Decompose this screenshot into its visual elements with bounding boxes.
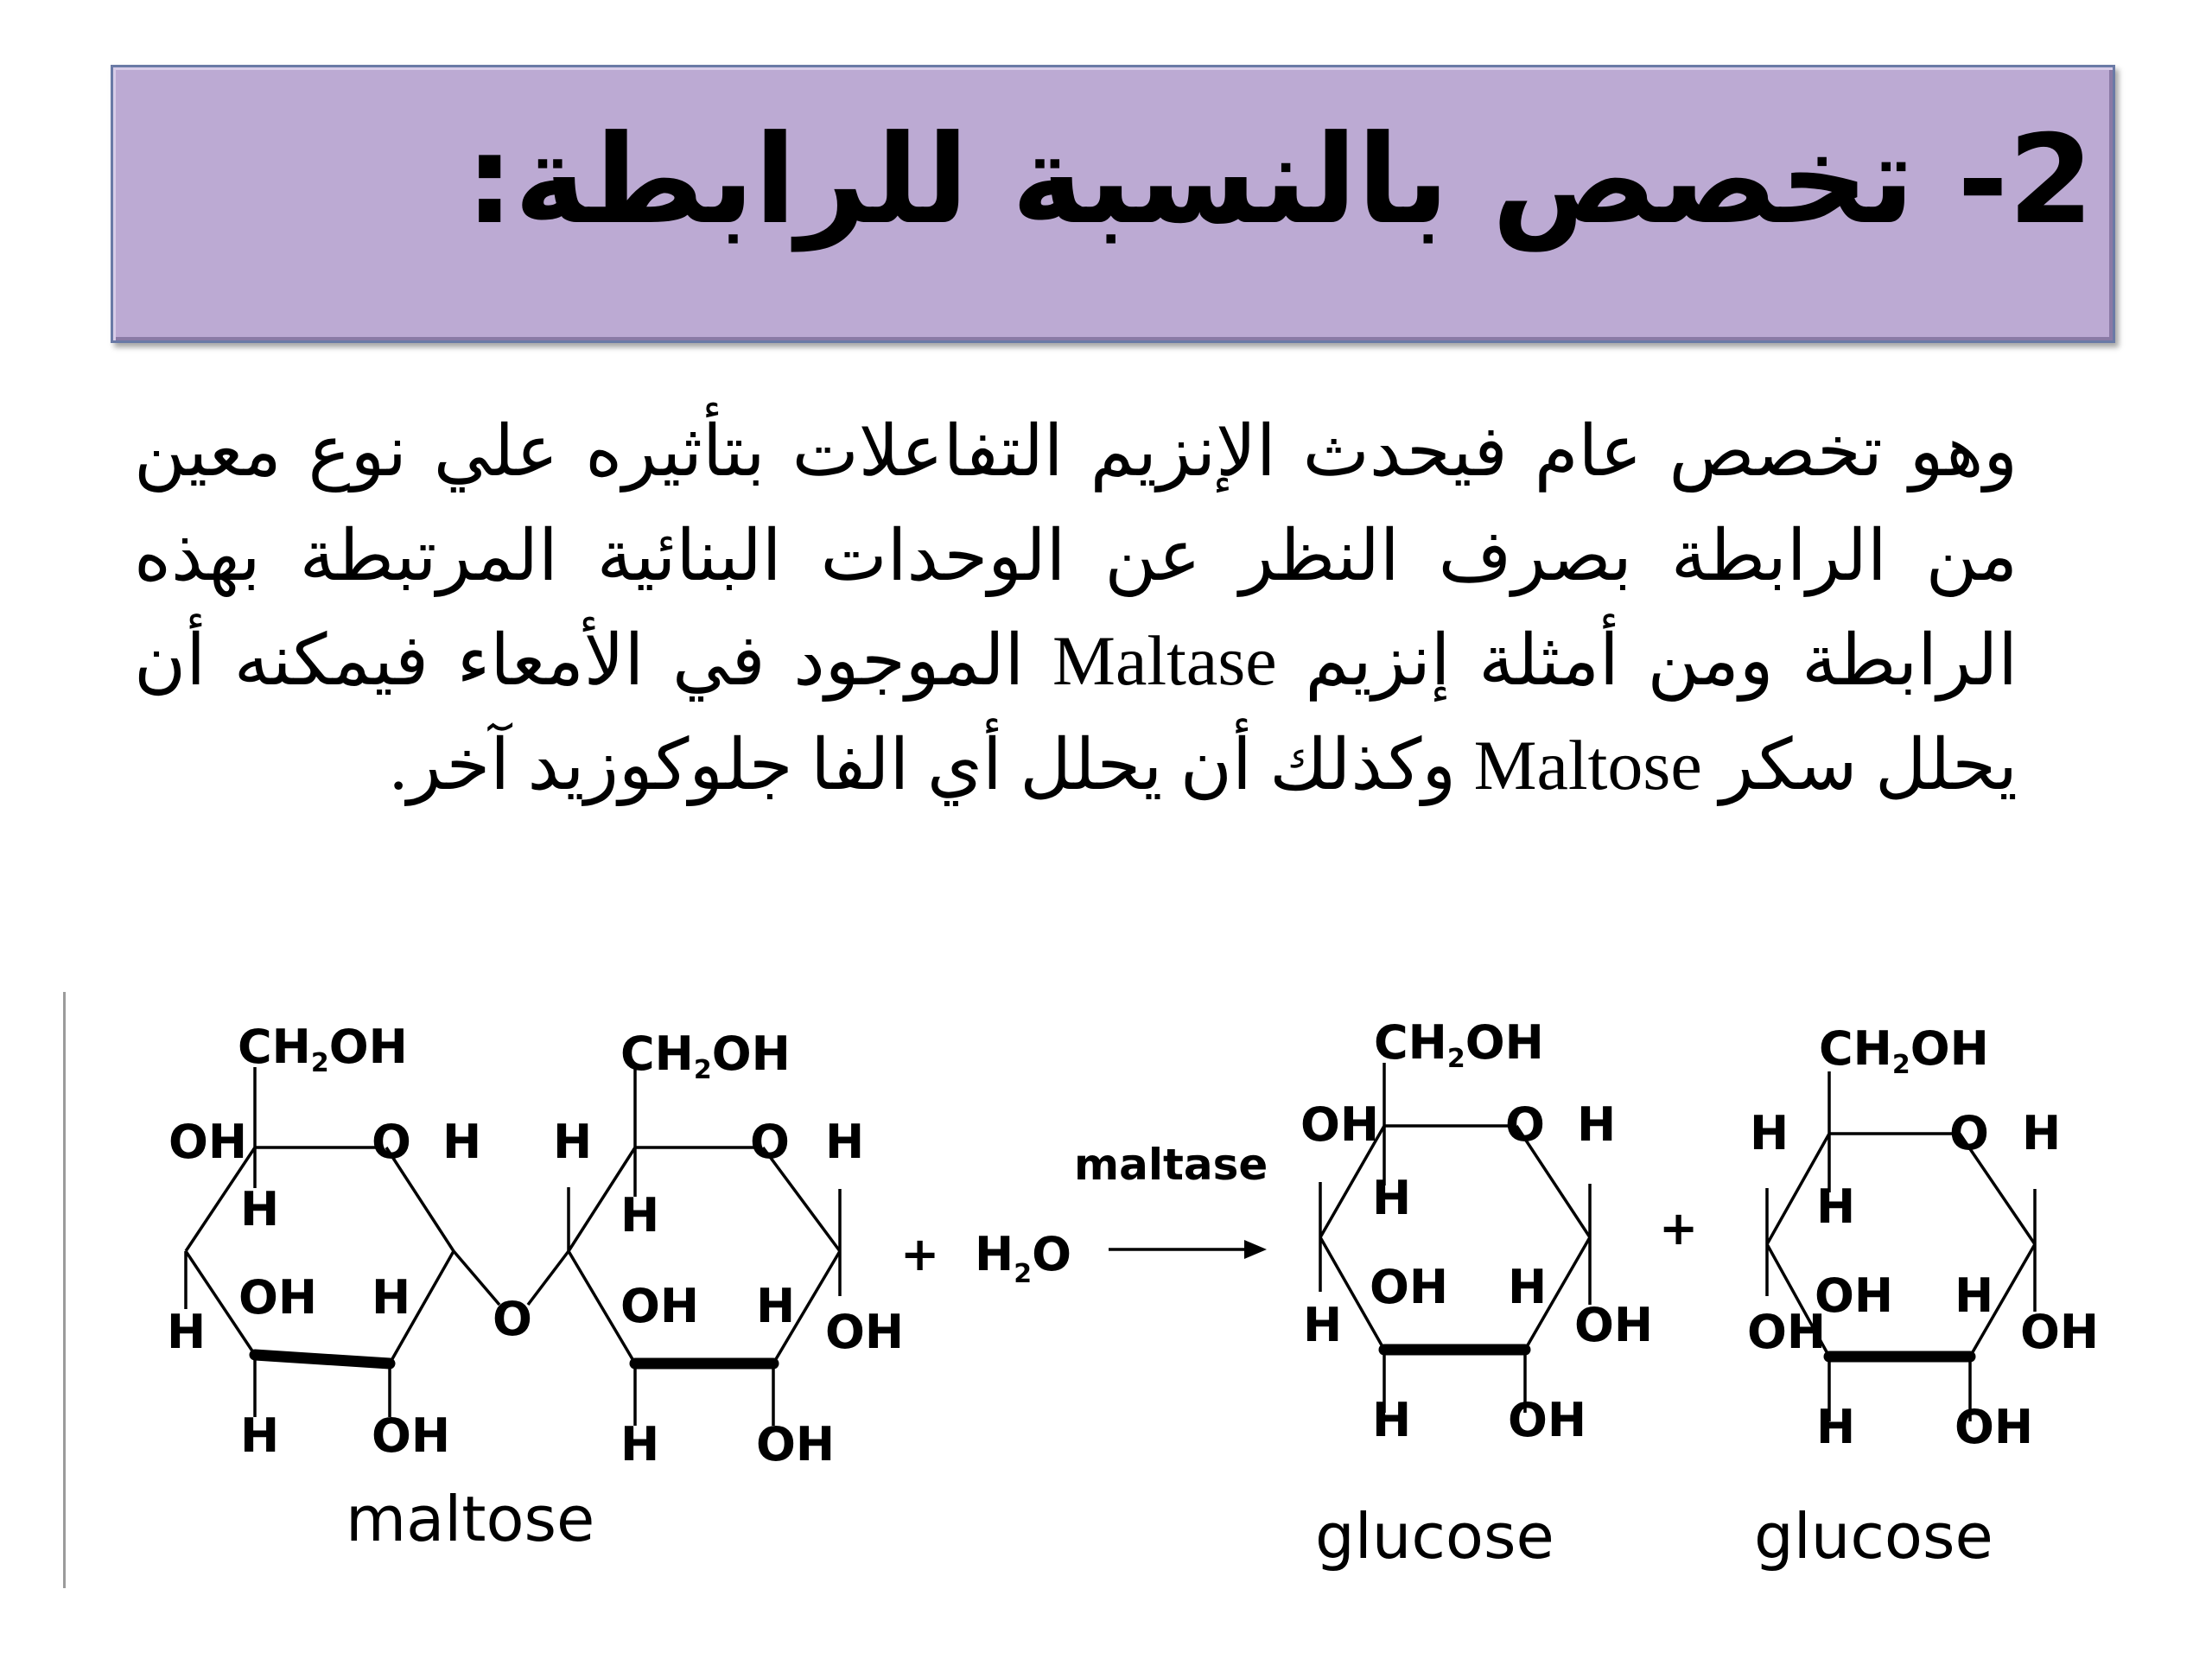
h-label: H — [442, 1115, 482, 1169]
oh-label: OH — [1508, 1393, 1587, 1447]
h-label: H — [240, 1408, 280, 1463]
h-label: H — [620, 1188, 660, 1243]
svg-text:CH2OH: CH2OH — [238, 1020, 408, 1078]
h-label: H — [1816, 1179, 1856, 1234]
oh-label: OH — [1815, 1268, 1894, 1323]
maltose-hydrolysis-diagram — [0, 985, 2212, 1607]
h-label: H — [372, 1270, 411, 1325]
ch2oh-label: CH — [1819, 1021, 1892, 1076]
h-label: H — [1372, 1393, 1412, 1447]
ring-o-label: O — [750, 1115, 790, 1169]
oh-label: OH — [2020, 1305, 2100, 1359]
oh-label: OH — [620, 1279, 700, 1333]
ch2oh-label: CH — [1374, 1015, 1447, 1070]
glycosidic-o-label: O — [493, 1292, 532, 1346]
oh-label: OH — [1370, 1260, 1449, 1314]
oh-label: OH — [372, 1408, 451, 1463]
h-label: H — [1303, 1298, 1343, 1352]
plus-sign: + — [1659, 1201, 1699, 1255]
h-label: H — [553, 1115, 593, 1169]
oh-label: OH — [238, 1270, 318, 1325]
caption-glucose: glucose — [1315, 1500, 1554, 1573]
ring-o-label: O — [1949, 1106, 1989, 1160]
ch2oh-label: CH — [620, 1027, 694, 1081]
water-label: H — [975, 1227, 1014, 1281]
svg-text:CH2OH: CH2OH — [1374, 1015, 1544, 1074]
h-label: H — [2022, 1106, 2062, 1160]
oh-label: OH — [1747, 1305, 1827, 1359]
title-banner — [111, 65, 2115, 343]
svg-text:CH2OH: CH2OH — [620, 1027, 791, 1085]
glucose-unit-2 — [1767, 1071, 2035, 1421]
h-label: H — [1750, 1106, 1789, 1160]
slide-title: 2- تخصص بالنسبة للرابطة: — [465, 109, 2094, 251]
h-label: H — [1816, 1400, 1856, 1454]
caption-glucose: glucose — [1754, 1500, 1993, 1573]
oh-label: OH — [756, 1417, 836, 1471]
h-label: H — [167, 1305, 207, 1359]
h-label: H — [1955, 1268, 1994, 1323]
svg-text:H2O: $H_2O$ — [975, 1227, 1071, 1289]
h-label: H — [1372, 1171, 1412, 1225]
h-label: H — [240, 1182, 280, 1236]
caption-maltose: maltose — [346, 1483, 595, 1555]
ring-o-label: O — [1505, 1097, 1545, 1152]
plus-sign: + — [900, 1227, 940, 1281]
reaction-arrow-head — [1244, 1240, 1267, 1259]
oh-label: OH — [1574, 1298, 1654, 1352]
oh-label: OH — [825, 1305, 905, 1359]
svg-text:CH2OH: CH2OH — [1819, 1021, 1989, 1080]
ring-o-label: O — [372, 1115, 411, 1169]
oh-label: OH — [168, 1115, 248, 1169]
h-label: H — [1508, 1260, 1548, 1314]
h-label: H — [756, 1279, 796, 1333]
arrow-label-maltase: maltase — [1074, 1140, 1268, 1190]
h-label: H — [620, 1417, 660, 1471]
h-label: H — [1577, 1097, 1617, 1152]
ch2oh-label: CH — [238, 1020, 311, 1074]
oh-label: OH — [1955, 1400, 2034, 1454]
oh-label: OH — [1300, 1097, 1380, 1152]
body-paragraph: وهو تخصص عام فيحدث الإنزيم التفاعلات بتأثيره علي نوع معين من الرابطة بصرف النظر عن الوحدات البنائية المرتبطة بهذه الرابطة ومن أمثلة إنزيم Maltase الموجود في الأمعاء فيمكنه أن يحلل سكر Maltose وكذلك أن يحلل أي الفا جلوكوزيد آخر. — [134, 412, 2018, 804]
h-label: H — [825, 1115, 865, 1169]
